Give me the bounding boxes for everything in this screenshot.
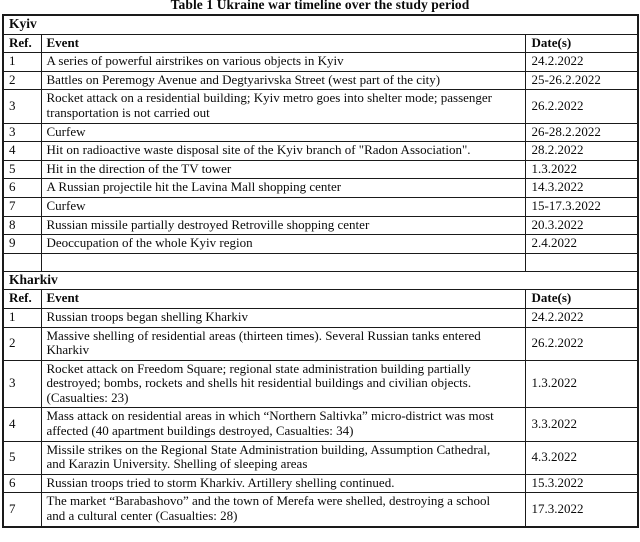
cell-date: 28.2.2022	[525, 142, 638, 161]
cell-date: 3.3.2022	[525, 408, 638, 441]
table-row	[3, 493, 638, 527]
column-header-event: Event	[41, 290, 525, 309]
cell-ref: 1	[3, 308, 41, 327]
cell-date: 14.3.2022	[525, 179, 638, 198]
column-header-date: Date(s)	[525, 34, 638, 53]
section-title: Kharkiv	[3, 271, 638, 290]
cell-event: Missile strikes on the Regional State Administration building, Assumption Cathedral, and Karazin University. Shelling of sleeping areas	[41, 441, 525, 474]
column-header-date: Date(s)	[525, 290, 638, 309]
table-row	[3, 53, 638, 72]
table-row	[3, 474, 638, 493]
table-row	[3, 179, 638, 198]
cell-event: Massive shelling of residential areas (thirteen times). Several Russian tanks entered Kharkiv	[41, 327, 525, 360]
cell-date: 15-17.3.2022	[525, 197, 638, 216]
cell-date: 15.3.2022	[525, 474, 638, 493]
table-caption: Table 1 Ukraine war timeline over the study period	[170, 0, 470, 12]
cell-event: Mass attack on residential areas in which “Northern Saltivka” micro-district was most affected (40 apartment buildings destroyed, Casualties: 34)	[41, 408, 525, 441]
table-row	[3, 123, 638, 142]
cell-ref: 9	[3, 235, 41, 254]
cell-event: Deoccupation of the whole Kyiv region	[41, 235, 525, 254]
cell-date: 1.3.2022	[525, 160, 638, 179]
cell-event: Hit on radioactive waste disposal site of the Kyiv branch of "Radon Association".	[41, 142, 525, 161]
cell-event: Curfew	[41, 123, 525, 142]
cell-event: Battles on Peremogy Avenue and Degtyarivska Street (west part of the city)	[41, 71, 525, 90]
cell-ref: 4	[3, 408, 41, 441]
section-header-row-kyiv	[3, 15, 638, 34]
table-row	[3, 308, 638, 327]
cell-ref: 7	[3, 493, 41, 527]
section-title: Kyiv	[3, 15, 638, 34]
cell-ref: 3	[3, 123, 41, 142]
cell-ref: 1	[3, 53, 41, 72]
table-row	[3, 441, 638, 474]
cell-ref: 5	[3, 441, 41, 474]
cell-date: 26.2.2022	[525, 327, 638, 360]
table-row	[3, 71, 638, 90]
table-row	[3, 160, 638, 179]
cell-event: The market “Barabashovo” and the town of Merefa were shelled, destroying a school and a cultural center (Casualties: 28)	[41, 493, 525, 527]
cell-ref: 2	[3, 327, 41, 360]
table-row	[3, 142, 638, 161]
cell-ref: 4	[3, 142, 41, 161]
table-row	[3, 235, 638, 254]
cell-event: Rocket attack on Freedom Square; regional state administration building partially destroyed; bombs, rockets and shells hit residential buildings and civilian objects. (Casualties: 23)	[41, 360, 525, 408]
table-row	[3, 327, 638, 360]
cell-event	[41, 253, 525, 271]
cell-ref: 6	[3, 474, 41, 493]
table-row	[3, 408, 638, 441]
cell-date	[525, 253, 638, 271]
cell-ref	[3, 253, 41, 271]
cell-date: 2.4.2022	[525, 235, 638, 254]
column-header-ref: Ref.	[3, 290, 41, 309]
cell-ref: 3	[3, 90, 41, 123]
cell-ref: 8	[3, 216, 41, 235]
cell-event: A Russian projectile hit the Lavina Mall shopping center	[41, 179, 525, 198]
table-row	[3, 360, 638, 408]
table-row	[3, 90, 638, 123]
cell-event: Russian troops tried to storm Kharkiv. Artillery shelling continued.	[41, 474, 525, 493]
cell-ref: 3	[3, 360, 41, 408]
timeline-table-body	[3, 15, 638, 527]
timeline-table	[2, 14, 639, 528]
column-header-event: Event	[41, 34, 525, 53]
cell-ref: 6	[3, 179, 41, 198]
cell-date: 17.3.2022	[525, 493, 638, 527]
cell-date: 25-26.2.2022	[525, 71, 638, 90]
cell-date: 4.3.2022	[525, 441, 638, 474]
cell-event: Curfew	[41, 197, 525, 216]
column-header-row	[3, 290, 638, 309]
cell-event: Russian missile partially destroyed Retroville shopping center	[41, 216, 525, 235]
cell-ref: 7	[3, 197, 41, 216]
table-row	[3, 197, 638, 216]
table-row	[3, 253, 638, 271]
column-header-ref: Ref.	[3, 34, 41, 53]
cell-event: Hit in the direction of the TV tower	[41, 160, 525, 179]
cell-date: 24.2.2022	[525, 308, 638, 327]
column-header-row	[3, 34, 638, 53]
cell-event: Rocket attack on a residential building; Kyiv metro goes into shelter mode; passenger transportation is not carried out	[41, 90, 525, 123]
cell-ref: 2	[3, 71, 41, 90]
cell-ref: 5	[3, 160, 41, 179]
section-header-row-kharkiv	[3, 271, 638, 290]
cell-date: 24.2.2022	[525, 53, 638, 72]
table-row	[3, 216, 638, 235]
cell-date: 26-28.2.2022	[525, 123, 638, 142]
cell-event: Russian troops began shelling Kharkiv	[41, 308, 525, 327]
cell-date: 26.2.2022	[525, 90, 638, 123]
cell-event: A series of powerful airstrikes on various objects in Kyiv	[41, 53, 525, 72]
cell-date: 1.3.2022	[525, 360, 638, 408]
cell-date: 20.3.2022	[525, 216, 638, 235]
